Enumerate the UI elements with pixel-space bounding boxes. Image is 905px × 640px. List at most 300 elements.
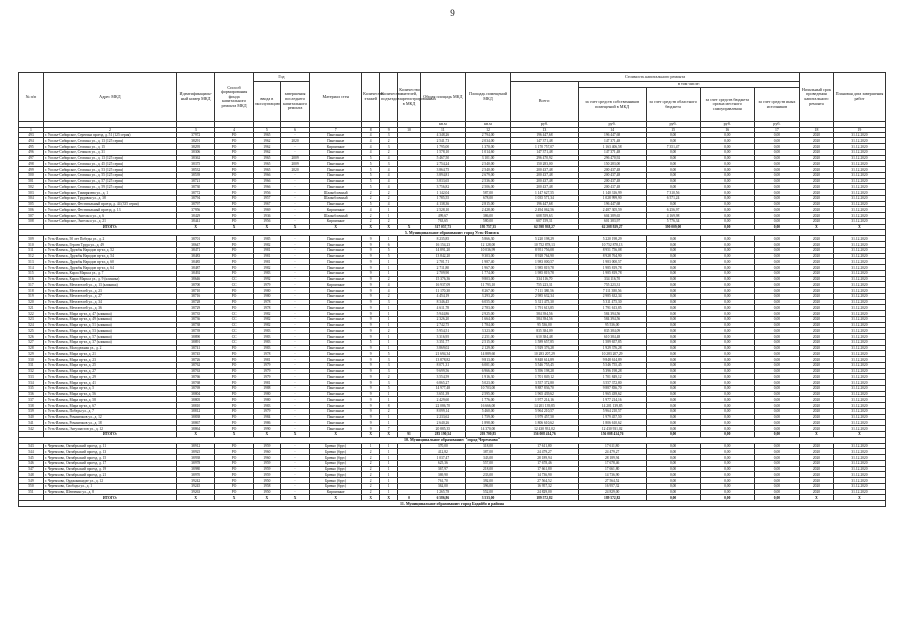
table-cell: 31.12.2020 (833, 483, 885, 489)
table-cell: 0,00 (700, 178, 754, 184)
table-cell: 0,00 (700, 144, 754, 150)
table-cell: 5 220 198,29 (511, 236, 579, 242)
table-cell: 0,00 (754, 351, 799, 357)
table-cell: 2 (380, 190, 398, 196)
table-cell: 1 370,00 (465, 144, 510, 150)
table-cell: - (280, 311, 309, 317)
table-cell: 367,97 (420, 466, 465, 472)
table-cell: 2 (380, 149, 398, 155)
table-cell: 1 701 849,12 (511, 374, 579, 380)
table-cell: - (280, 190, 309, 196)
table-cell: г. Усть-Илимск, Мира пр-кт, д. 49 (клиника) (43, 316, 176, 322)
table-cell: 678,00 (465, 195, 510, 201)
table-cell: 547 (19, 466, 44, 472)
table-cell: 31.12.2020 (833, 207, 885, 213)
table-cell: РО (215, 242, 253, 248)
table-cell: СС (215, 334, 253, 340)
table-cell: 31.12.2020 (833, 466, 885, 472)
table-cell: X (310, 224, 362, 230)
table-cell: 1 979 457,50 (511, 414, 579, 420)
table-cell: 522 (19, 311, 44, 317)
table-cell: 518 (19, 288, 44, 294)
column-number: 12 (465, 127, 510, 132)
table-cell: 17 661,80 (578, 466, 646, 472)
table-cell: 1 806 610,62 (511, 420, 579, 426)
table-cell: 5 (362, 161, 380, 167)
table-cell: 509 (19, 236, 44, 242)
table-cell: 3 (380, 380, 398, 386)
table-cell: 2020 (800, 478, 834, 484)
table-cell: 0,00 (700, 357, 754, 363)
table-cell: 31.12.2020 (833, 385, 885, 391)
table-cell: - (280, 455, 309, 461)
table-cell: 495 (19, 144, 44, 150)
table-cell: 0,00 (646, 391, 700, 397)
table-cell: 10 703,00 (465, 385, 510, 391)
table-cell: 31.12.2020 (833, 265, 885, 271)
table-cell: 343,00 (465, 455, 510, 461)
table-cell: 5 (380, 351, 398, 357)
table-cell: г. Усолье-Сибирское, Энгельса ул., д. 21 (43, 218, 176, 224)
table-cell: 31.12.2020 (833, 144, 885, 150)
table-cell: 0,00 (754, 391, 799, 397)
table-cell: - (280, 299, 309, 305)
table-cell: 607 159,31 (511, 218, 579, 224)
table-cell: 195 757,35 (465, 224, 510, 230)
table-cell: 2020 (800, 299, 834, 305)
table-cell: 200 437,48 (511, 167, 579, 173)
table-cell: РО (215, 489, 253, 495)
table-cell: 543 (19, 443, 44, 449)
table-cell: 14 891,20 (420, 247, 465, 253)
table-cell: 2 540,00 (465, 167, 510, 173)
section-title: 10. Муниципальное образование: "город Черемхово" (19, 437, 886, 443)
table-cell: 31.12.2020 (833, 478, 885, 484)
table-cell: - (280, 489, 309, 495)
table-cell: 0,00 (754, 495, 799, 501)
table-cell: 5 396 198,28 (578, 368, 646, 374)
table-cell: 38867 (177, 420, 215, 426)
table-cell: 38794 (177, 195, 215, 201)
table-cell: 1959 (253, 443, 280, 449)
table-cell: 1 589 657,85 (511, 339, 579, 345)
table-cell: X (280, 495, 309, 501)
table-cell: 3 351,77 (420, 339, 465, 345)
table-cell: г. Черемхово, Орджоникидзе ул., д. 12 (43, 478, 176, 484)
table-cell: РО (215, 483, 253, 489)
table-cell: 0,00 (646, 184, 700, 190)
table-cell: 0,00 (754, 466, 799, 472)
table-cell: 0,00 (646, 385, 700, 391)
table-cell: г. Усть-Илимск, Мира пр-кт, д. 56 (43, 391, 176, 397)
table-cell: X (253, 431, 280, 437)
header-fund-method: Способ формирования фонда капитального ремонта МКД (215, 73, 253, 122)
table-cell: - (280, 178, 309, 184)
table-cell: 1 985 819,78 (578, 270, 646, 276)
table-cell: 38716 (177, 293, 215, 299)
table-cell: - (280, 293, 309, 299)
table-cell: 38810 (177, 403, 215, 409)
table-cell: Кирпичные (310, 282, 362, 288)
table-cell: 38487 (177, 265, 215, 271)
table-cell: 3 869,02 (420, 345, 465, 351)
table-cell: 4 (362, 138, 380, 144)
unit-cost-region: руб. (646, 122, 700, 128)
header-cost-other: за счет средств иных источников (754, 88, 799, 122)
table-cell: 2020 (800, 218, 834, 224)
table-cell: 2 (362, 466, 380, 472)
table-cell: 0,00 (700, 408, 754, 414)
table-cell: 557,00 (465, 460, 510, 466)
table-cell: 1959 (253, 460, 280, 466)
table-cell: 318,00 (465, 443, 510, 449)
table-cell: X (177, 224, 215, 230)
table-cell: Панельные (310, 138, 362, 144)
table-cell: г. Усть-Илимск, Героев Труда ул., д. 49 (43, 242, 176, 248)
table-cell: 0,00 (754, 270, 799, 276)
table-cell: 200 437,48 (511, 178, 579, 184)
table-cell: 31.12.2020 (833, 138, 885, 144)
table-cell: 0,00 (754, 478, 799, 484)
table-cell: 9 (362, 311, 380, 317)
table-cell: - (280, 253, 309, 259)
table-cell: 0,00 (754, 161, 799, 167)
table-cell: 493 (19, 132, 44, 138)
table-cell: 196 447,68 (578, 201, 646, 207)
table-cell: 0,00 (754, 242, 799, 248)
table-cell: 31.12.2020 (833, 167, 885, 173)
table-cell: 31.12.2020 (833, 305, 885, 311)
table-cell: 3 323,00 (465, 328, 510, 334)
table-cell: г. Усть-Илимск, Мира пр-кт, д. 57 (клиника) (43, 334, 176, 340)
table-cell: 0,00 (646, 132, 700, 138)
table-cell: 1962 (253, 138, 280, 144)
table-cell: 514 (19, 265, 44, 271)
table-cell: 550 (19, 483, 44, 489)
table-cell: 523 (19, 316, 44, 322)
table-cell: 2 (380, 195, 398, 201)
column-number: 5 (253, 127, 280, 132)
table-cell: 2020 (800, 414, 834, 420)
table-cell: г. Усолье-Сибирское, Тимирязева ул., д. 1 (43, 190, 176, 196)
table-cell: Панельные (310, 247, 362, 253)
table-cell: 8 071,31 (420, 362, 465, 368)
table-cell: 610 384,48 (578, 334, 646, 340)
table-cell: 5 (362, 178, 380, 184)
column-number: 10 (398, 127, 421, 132)
table-cell: 31.12.2020 (833, 172, 885, 178)
table-cell: 390 009,00 (646, 224, 700, 230)
table-cell: 387,00 (465, 449, 510, 455)
table-cell: 38646 (177, 276, 215, 282)
table-cell: X (177, 431, 215, 437)
table-cell: 9 887 836,70 (578, 385, 646, 391)
table-cell: 0,00 (646, 167, 700, 173)
table-cell: 11 170,30 (420, 288, 465, 294)
table-cell: X (800, 224, 834, 230)
table-cell: 4 (362, 149, 380, 155)
table-cell: 0,00 (700, 374, 754, 380)
table-cell: 5 023,00 (465, 380, 510, 386)
table-cell: 62 598 938,27 (511, 224, 579, 230)
table-cell: 2 429,60 (420, 397, 465, 403)
table-cell: 38912 (177, 443, 215, 449)
table-cell: 31.12.2020 (833, 161, 885, 167)
table-cell: РО (215, 201, 253, 207)
table-cell: 2020 (800, 270, 834, 276)
table-cell: 4 611,78 (420, 305, 465, 311)
table-cell: Панельные (310, 408, 362, 414)
table-cell: 0,00 (754, 345, 799, 351)
table-cell: 0,00 (754, 288, 799, 294)
table-cell: 3 (380, 362, 398, 368)
table-cell: 4 454,19 (420, 293, 465, 299)
table-cell: 1982 (253, 322, 280, 328)
table-cell: 0,00 (754, 184, 799, 190)
table-cell: X (380, 431, 398, 437)
table-cell: РО (215, 357, 253, 363)
table-cell: РО (215, 397, 253, 403)
table-cell: - (280, 449, 309, 455)
table-cell: 0,00 (700, 293, 754, 299)
table-cell: 0,00 (700, 259, 754, 265)
table-cell: 530 (19, 357, 44, 363)
table-cell: 0,00 (754, 334, 799, 340)
table-cell: 7 111 380,56 (511, 288, 579, 294)
table-cell: г. Усть-Илимск, Мира пр-кт, д. 37 (клиника) (43, 339, 176, 345)
table-cell: 584 394,56 (511, 311, 579, 317)
table-cell: 38805 (177, 397, 215, 403)
table-cell: 31.12.2020 (833, 282, 885, 288)
table-cell: 17 611,80 (511, 443, 579, 449)
table-cell: Панельные (310, 316, 362, 322)
table-cell: 4 (380, 178, 398, 184)
table-cell: 0,00 (646, 242, 700, 248)
table-cell: 1979 (253, 408, 280, 414)
table-cell: г. Усолье-Сибирское, Фестивальный проезд, д. 44 (335 серия) (43, 201, 176, 207)
table-cell: 0,00 (754, 368, 799, 374)
table-cell: 5 964 210,57 (511, 408, 579, 414)
table-cell: 2 515,00 (465, 339, 510, 345)
table-cell: 1959 (253, 466, 280, 472)
table-cell: 8 (380, 403, 398, 409)
table-cell: Панельные (310, 167, 362, 173)
table-cell: 3 (380, 144, 398, 150)
table-cell: 0,00 (700, 149, 754, 155)
column-number: 2 (43, 127, 176, 132)
table-cell: 31.12.2020 (833, 293, 885, 299)
table-cell: 519 (19, 293, 44, 299)
table-cell: Бревно (брус) (310, 460, 362, 466)
table-cell: 38741 (177, 345, 215, 351)
table-cell: 1965 (253, 155, 280, 161)
table-cell: 38701 (177, 236, 215, 242)
table-cell: 0,00 (700, 420, 754, 426)
table-cell: 0,00 (754, 195, 799, 201)
table-cell: 546 (19, 460, 44, 466)
table-cell: X (215, 431, 253, 437)
table-cell: - (280, 195, 309, 201)
table-cell: 1 (380, 265, 398, 271)
table-cell: 13 842,20 (420, 253, 465, 259)
table-cell: РО (215, 299, 253, 305)
table-cell: 541 (19, 420, 44, 426)
table-cell: 2020 (800, 397, 834, 403)
table-cell: 0,00 (700, 190, 754, 196)
table-cell: 496 (19, 149, 44, 155)
table-cell: 2 528,10 (420, 207, 465, 213)
table-cell: 2 (362, 472, 380, 478)
table-cell: 8 951 756,08 (511, 247, 579, 253)
table-cell: 0,00 (700, 224, 754, 230)
table-cell: 0,00 (754, 253, 799, 259)
table-cell: - (280, 380, 309, 386)
table-cell: X (215, 224, 253, 230)
unit-living-area: кв.м (465, 122, 510, 128)
table-cell: г. Усть-Илимск, Мира пр-кт, д. 29 (43, 374, 176, 380)
table-cell: 1 701 849,12 (578, 374, 646, 380)
table-cell: - (280, 288, 309, 294)
table-cell: 7 310,56 (646, 190, 700, 196)
table-cell: 4 (362, 132, 380, 138)
table-cell: 0,00 (646, 408, 700, 414)
table-cell: 2020 (800, 345, 834, 351)
table-cell: 0,00 (754, 265, 799, 271)
table-cell: 0,00 (754, 483, 799, 489)
table-cell: Панельные (310, 328, 362, 334)
table-cell: 24 479,27 (578, 449, 646, 455)
table-cell: РО (215, 351, 253, 357)
table-cell: - (280, 247, 309, 253)
table-cell: 17 678,46 (578, 460, 646, 466)
table-cell: X (280, 431, 309, 437)
table-cell: 1 (380, 455, 398, 461)
column-number: 7 (310, 127, 362, 132)
table-cell: 835 384,09 (578, 328, 646, 334)
table-cell: 0,00 (754, 385, 799, 391)
table-cell: 2 985 632,34 (511, 293, 579, 299)
table-cell: 0,00 (700, 288, 754, 294)
table-cell: г. Усолье-Сибирское, Стопина ул., д. 45 (125 серия) (43, 161, 176, 167)
table-cell: 2020 (800, 460, 834, 466)
table-cell: - (280, 466, 309, 472)
table-cell: 527 (19, 339, 44, 345)
table-cell: 1960 (253, 449, 280, 455)
table-cell: 31.12.2020 (833, 184, 885, 190)
table-cell: 1 791 613,85 (511, 305, 579, 311)
table-cell: Шлакоблочный (310, 213, 362, 219)
capital-repair-table-container (18, 72, 886, 507)
table-cell: - (280, 339, 309, 345)
table-cell: 2020 (280, 167, 309, 173)
table-cell: 31.12.2020 (833, 242, 885, 248)
table-cell: 2 487 305,59 (578, 207, 646, 213)
table-cell: 6 966,00 (465, 368, 510, 374)
table-cell: 1985 (253, 236, 280, 242)
table-cell: 0,00 (754, 224, 799, 230)
table-cell: РО (215, 374, 253, 380)
table-cell: 1979 (253, 362, 280, 368)
capital-repair-table (18, 72, 886, 507)
table-cell: - (280, 357, 309, 363)
table-cell: 31.12.2020 (833, 420, 885, 426)
table-cell: 4 169,98 (646, 213, 700, 219)
table-cell: 2 (362, 190, 380, 196)
table-cell: - (280, 362, 309, 368)
table-cell: 9 (362, 380, 380, 386)
section-row (19, 501, 886, 507)
table-cell: РО (215, 368, 253, 374)
table-cell: 38768 (177, 380, 215, 386)
table-cell: г. Усолье-Сибирское, Трудовая ул., д. 38 (43, 195, 176, 201)
table-cell: 37972 (177, 132, 215, 138)
table-cell: 1983 (253, 270, 280, 276)
table-cell: 0,00 (754, 144, 799, 150)
table-cell: X (380, 224, 398, 230)
table-cell: X (280, 224, 309, 230)
unit-cost-owners: руб. (578, 122, 646, 128)
table-cell: г. Усолье-Сибирское, Энгельса ул., д. 6 (43, 213, 176, 219)
table-cell: 9 (362, 276, 380, 282)
table-cell: 0,00 (754, 460, 799, 466)
table-cell: 200 437,48 (578, 172, 646, 178)
table-cell: 1984 (253, 414, 280, 420)
header-start-year: Начальный срок проведения капитального ремонта (800, 73, 834, 122)
table-cell: 4 (380, 172, 398, 178)
table-cell: 0,00 (700, 362, 754, 368)
table-cell: 31.12.2020 (833, 299, 885, 305)
table-cell: г. Усть-Илимск, Молодежная ул., д. 2 (43, 345, 176, 351)
table-cell: 0,00 (646, 259, 700, 265)
table-cell: 2 233,62 (420, 414, 465, 420)
table-cell: 31.12.2020 (833, 201, 885, 207)
table-cell: РО (215, 288, 253, 294)
table-cell: 9 (362, 293, 380, 299)
table-cell: 0,00 (754, 247, 799, 253)
table-cell: г. Усть-Илимск, Дружбы Народов пр-кт, д. 52 (43, 247, 176, 253)
table-cell: Панельные (310, 293, 362, 299)
table-cell: г. Усть-Илимск, Мечтателей ул., д. 13 (клиника) (43, 282, 176, 288)
table-cell: 24 829,00 (578, 489, 646, 495)
table-cell: 1 140 316,99 (578, 190, 646, 196)
table-cell: 8 267,00 (465, 288, 510, 294)
table-cell: Панельные (310, 357, 362, 363)
table-cell: 1 (362, 443, 380, 449)
table-cell: 296 470,92 (578, 155, 646, 161)
table-cell: 0,00 (754, 218, 799, 224)
table-cell: 0,00 (700, 242, 754, 248)
table-cell: 6 865,27 (420, 380, 465, 386)
table-cell: 6 001,00 (465, 362, 510, 368)
table-cell: 1 170 757,07 (511, 144, 579, 150)
table-cell: 2020 (800, 161, 834, 167)
table-cell: 0,00 (754, 449, 799, 455)
table-cell: 0,00 (700, 138, 754, 144)
table-cell: 2020 (800, 167, 834, 173)
table-cell: 0,00 (700, 443, 754, 449)
table-cell: 5 776,34 (646, 218, 700, 224)
table-cell: 2020 (800, 334, 834, 340)
table-cell: 499,67 (420, 213, 465, 219)
table-cell: Панельные (310, 397, 362, 403)
table-cell: 2020 (800, 207, 834, 213)
table-cell: г. Черемхово, Октябрьский проезд, д. 15 (43, 455, 176, 461)
header-cost-local: за счет средств бюджета органа местного самоуправления (700, 88, 754, 122)
table-cell: 31.12.2020 (833, 362, 885, 368)
table-cell: 526 (19, 334, 44, 340)
table-cell: 9 (362, 305, 380, 311)
table-cell: 1981 (253, 357, 280, 363)
